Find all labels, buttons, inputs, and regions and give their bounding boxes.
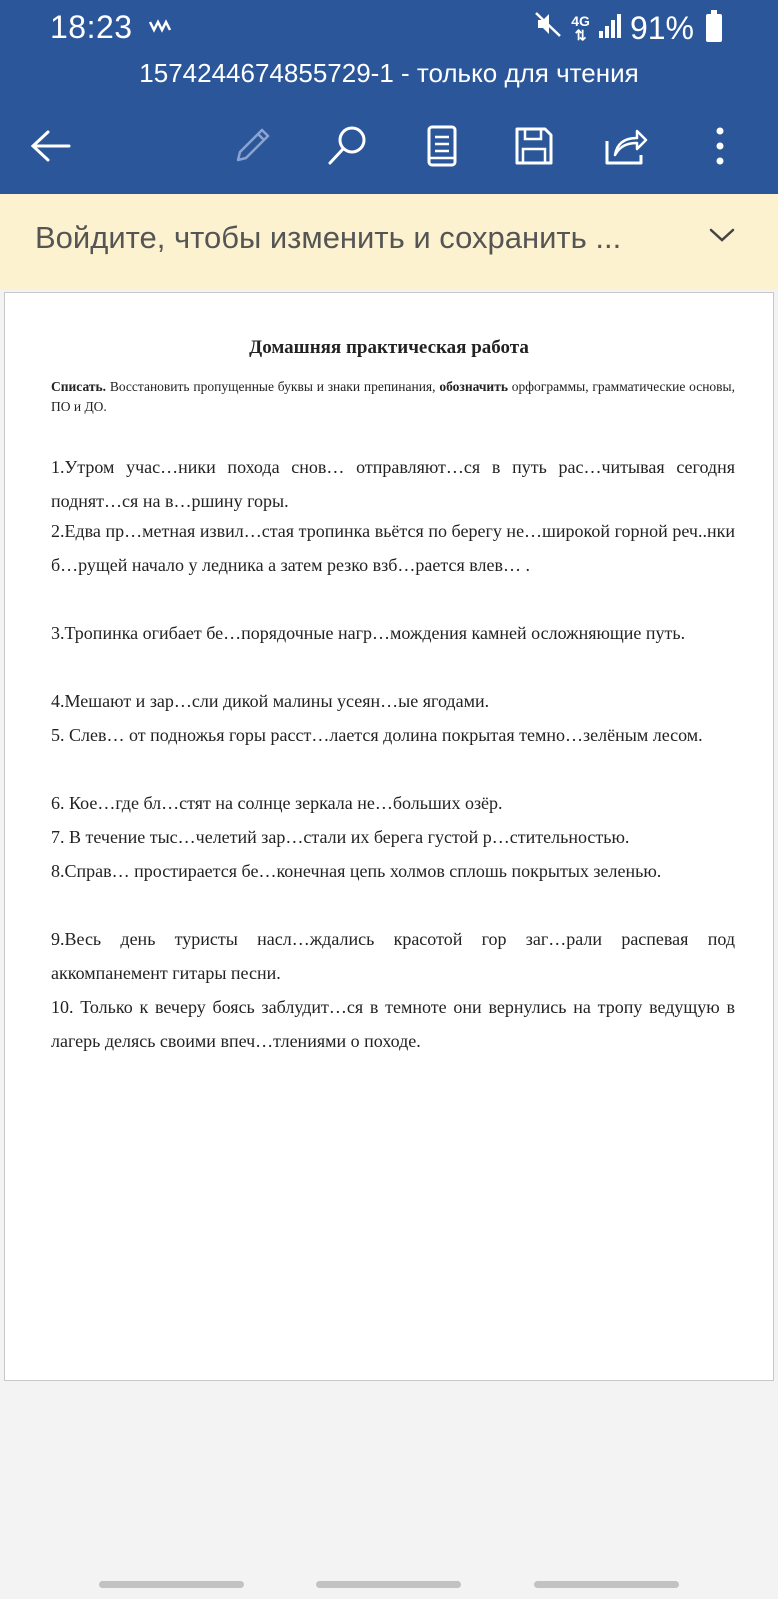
status-bar xyxy=(0,0,778,54)
instruction-text xyxy=(51,377,735,417)
signal-icon xyxy=(598,10,622,47)
exercise-item-7: 7. В течение тыс…челетий зар…стали их берега густой р…стительностью. xyxy=(51,827,630,847)
exercise-item-2: 2.Едва пр…метная извил…стая тропинка вьётся по берегу не…широкой горной реч..нки б…рущей начало у ледника а затем резко взб…рается влев… . xyxy=(51,521,735,575)
document-title-bar: 1574244674855729-1 - только для чтения xyxy=(139,58,639,88)
exercise-item-9: 9.Весь день туристы насл…ждались красотой гор заг…рали распевая под аккомпанемент гитары песни. xyxy=(51,929,735,983)
pencil-icon xyxy=(230,124,274,168)
battery-icon xyxy=(706,14,722,42)
status-right xyxy=(533,9,722,47)
more-options-button[interactable] xyxy=(692,118,748,174)
battery-percent: 91% xyxy=(629,9,694,46)
status-time: 18:23 xyxy=(50,9,133,45)
signal-wave-icon xyxy=(148,14,174,40)
nav-pill-right[interactable] xyxy=(534,1581,679,1588)
exercise-item-8: 8.Справ… простирается бе…конечная цепь холмов сплошь покрытых зеленью. xyxy=(51,861,662,881)
sign-in-banner[interactable] xyxy=(0,194,778,290)
exercise-item-1: 1.Утром учас…ники похода снов… отправляют…ся в путь рас…читывая сегодня поднят…ся на в…ршину горы. xyxy=(51,457,735,511)
mobile-view-button[interactable] xyxy=(414,118,470,174)
instruction-middle: Восстановить пропущенные буквы и знаки препинания, xyxy=(106,379,440,394)
instruction-bold: обозначить xyxy=(439,379,508,394)
instruction-lead: Списать. xyxy=(51,379,107,394)
exercise-item-10: 10. Только к вечеру боясь заблудит…ся в темноте они вернулись на тропу ведущую в лагерь делясь своими впеч…тлениями о походе. xyxy=(51,997,735,1051)
share-arrow-icon xyxy=(603,125,649,167)
nav-pill-center[interactable] xyxy=(316,1581,461,1588)
document-heading: Домашняя практическая работа xyxy=(249,337,529,358)
save-button[interactable] xyxy=(506,118,562,174)
exercise-item-3: 3.Тропинка огибает бе…порядочные нагр…мождения камней осложняющие путь. xyxy=(51,623,686,643)
arrow-left-icon xyxy=(28,129,72,163)
exercise-item-4: 4.Мешают и зар…сли дикой малины усеян…ые ягодами. xyxy=(51,691,490,711)
edit-button[interactable] xyxy=(224,118,280,174)
banner-text: Войдите, чтобы изменить и сохранить ... xyxy=(35,220,622,255)
back-button[interactable] xyxy=(22,118,78,174)
toolbar xyxy=(0,118,778,178)
gesture-navigation-bar xyxy=(0,1549,778,1599)
network-type: 4G ⇅ xyxy=(571,13,590,43)
exercise-item-6: 6. Кое…где бл…стят на солнце зеркала не…больших озёр. xyxy=(51,793,503,813)
phone-document-icon xyxy=(425,124,459,168)
floppy-disk-icon xyxy=(513,125,555,167)
search-icon xyxy=(325,123,371,169)
nav-pill-left[interactable] xyxy=(99,1581,244,1588)
vertical-dots-icon xyxy=(714,126,726,166)
instruction-tail: орфограммы, грамматические основы, ПО и ДО. xyxy=(51,379,735,414)
chevron-down-icon[interactable] xyxy=(708,226,736,249)
share-button[interactable] xyxy=(598,118,654,174)
search-button[interactable] xyxy=(320,118,376,174)
exercise-item-5: 5. Слев… от подножья горы расст…лается долина покрытая темно…зелёным лесом. xyxy=(51,725,703,745)
document-page[interactable] xyxy=(4,292,774,1381)
app-bar xyxy=(0,0,778,194)
mute-icon xyxy=(533,9,563,47)
